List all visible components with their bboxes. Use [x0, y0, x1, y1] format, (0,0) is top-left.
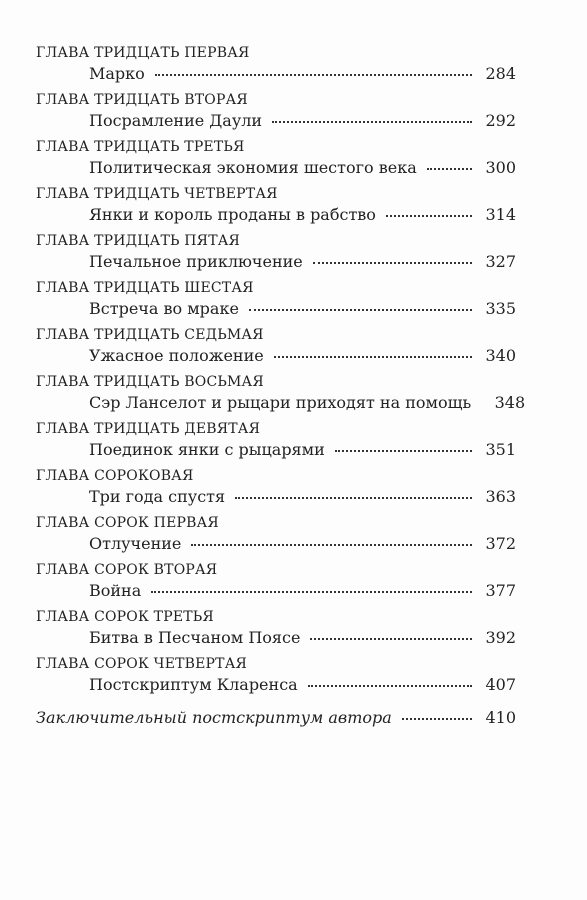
dot-leader	[235, 496, 472, 499]
dot-leader	[402, 717, 472, 720]
page-number: 327	[485, 252, 516, 271]
toc-line	[89, 581, 516, 600]
chapter-heading: ГЛАВА СОРОКОВАЯ	[36, 468, 194, 484]
chapter-title: Три года спустя	[89, 487, 226, 506]
toc-entry	[36, 277, 516, 324]
toc-entry	[36, 606, 516, 653]
toc-line	[89, 158, 516, 177]
toc-line	[89, 111, 516, 130]
chapter-title: Ужасное положение	[89, 346, 264, 365]
chapter-title: Отлучение	[89, 534, 182, 553]
chapter-title: Политическая экономия шестого века	[89, 158, 417, 177]
page-number: 284	[485, 64, 516, 83]
dot-leader	[191, 543, 472, 546]
chapter-heading: ГЛАВА ТРИДЦАТЬ ДЕВЯТАЯ	[36, 421, 261, 437]
dot-leader	[151, 590, 472, 593]
page-number: 314	[485, 205, 516, 224]
dot-leader	[386, 214, 472, 217]
toc-entry	[36, 42, 516, 89]
dot-leader	[308, 684, 472, 687]
toc-line	[89, 675, 516, 694]
toc-line	[89, 346, 516, 365]
chapter-heading: ГЛАВА СОРОК ВТОРАЯ	[36, 562, 218, 578]
toc-entry	[36, 512, 516, 559]
chapter-title: Сэр Ланселот и рыцари приходят на помощь	[89, 393, 472, 412]
toc-line	[89, 440, 516, 459]
chapter-heading: ГЛАВА ТРИДЦАТЬ СЕДЬМАЯ	[36, 327, 264, 343]
dot-leader	[335, 449, 472, 452]
page-number: 407	[485, 675, 516, 694]
chapter-heading: ГЛАВА ТРИДЦАТЬ ШЕСТАЯ	[36, 280, 254, 296]
chapter-title: Война	[89, 581, 142, 600]
page-number: 348	[494, 393, 526, 412]
chapter-heading: ГЛАВА ТРИДЦАТЬ ПЯТАЯ	[36, 233, 241, 249]
toc-line	[89, 64, 516, 83]
dot-leader	[310, 637, 472, 640]
toc-line	[89, 393, 526, 412]
page-number: 410	[485, 708, 516, 727]
toc-line	[89, 628, 516, 647]
page-number: 335	[485, 299, 516, 318]
toc-entry	[36, 324, 516, 371]
chapter-heading: ГЛАВА ТРИДЦАТЬ ЧЕТВЕРТАЯ	[36, 186, 278, 202]
toc-entry	[36, 465, 516, 512]
toc-entry	[36, 371, 526, 418]
dot-leader	[272, 120, 472, 123]
chapter-heading: ГЛАВА СОРОК ТРЕТЬЯ	[36, 609, 214, 625]
chapter-title: Битва в Песчаном Поясе	[89, 628, 301, 647]
page-number: 340	[485, 346, 516, 365]
toc-line	[89, 299, 516, 318]
dot-leader	[274, 355, 472, 358]
chapter-title: Поединок янки с рыцарями	[89, 440, 325, 459]
dot-leader	[427, 167, 472, 170]
dot-leader	[313, 261, 472, 264]
chapter-title: Янки и король проданы в рабство	[89, 205, 376, 224]
table-of-contents	[36, 42, 526, 700]
page-number: 363	[485, 487, 516, 506]
toc-entry	[36, 653, 516, 700]
page-number: 372	[485, 534, 516, 553]
toc-line	[89, 252, 516, 271]
toc-entry	[36, 183, 516, 230]
chapter-heading: ГЛАВА СОРОК ЧЕТВЕРТАЯ	[36, 656, 248, 672]
chapter-title: Марко	[89, 64, 145, 83]
page-number: 392	[485, 628, 516, 647]
page-number: 377	[485, 581, 516, 600]
page-number: 300	[485, 158, 516, 177]
page-number: 351	[485, 440, 516, 459]
chapter-heading: ГЛАВА ТРИДЦАТЬ ВОСЬМАЯ	[36, 374, 264, 390]
chapter-heading: ГЛАВА ТРИДЦАТЬ ВТОРАЯ	[36, 92, 248, 108]
final-title: Заключительный постскриптум автора	[36, 708, 392, 727]
chapter-heading: ГЛАВА СОРОК ПЕРВАЯ	[36, 515, 219, 531]
chapter-title: Посрамление Даули	[89, 111, 263, 130]
toc-line	[89, 487, 516, 506]
toc-line	[89, 534, 516, 553]
toc-entry	[36, 559, 516, 606]
chapter-title: Встреча во мраке	[89, 299, 239, 318]
toc-entry	[36, 418, 516, 465]
page-number: 292	[485, 111, 516, 130]
final-entry	[36, 708, 516, 727]
toc-entry	[36, 230, 516, 277]
chapter-heading: ГЛАВА ТРИДЦАТЬ ТРЕТЬЯ	[36, 139, 245, 155]
chapter-title: Печальное приключение	[89, 252, 303, 271]
chapter-heading: ГЛАВА ТРИДЦАТЬ ПЕРВАЯ	[36, 45, 250, 61]
toc-entry	[36, 89, 516, 136]
toc-line	[89, 205, 516, 224]
dot-leader	[155, 73, 472, 76]
toc-entry	[36, 136, 516, 183]
dot-leader	[249, 308, 472, 311]
chapter-title: Постскриптум Кларенса	[89, 675, 298, 694]
